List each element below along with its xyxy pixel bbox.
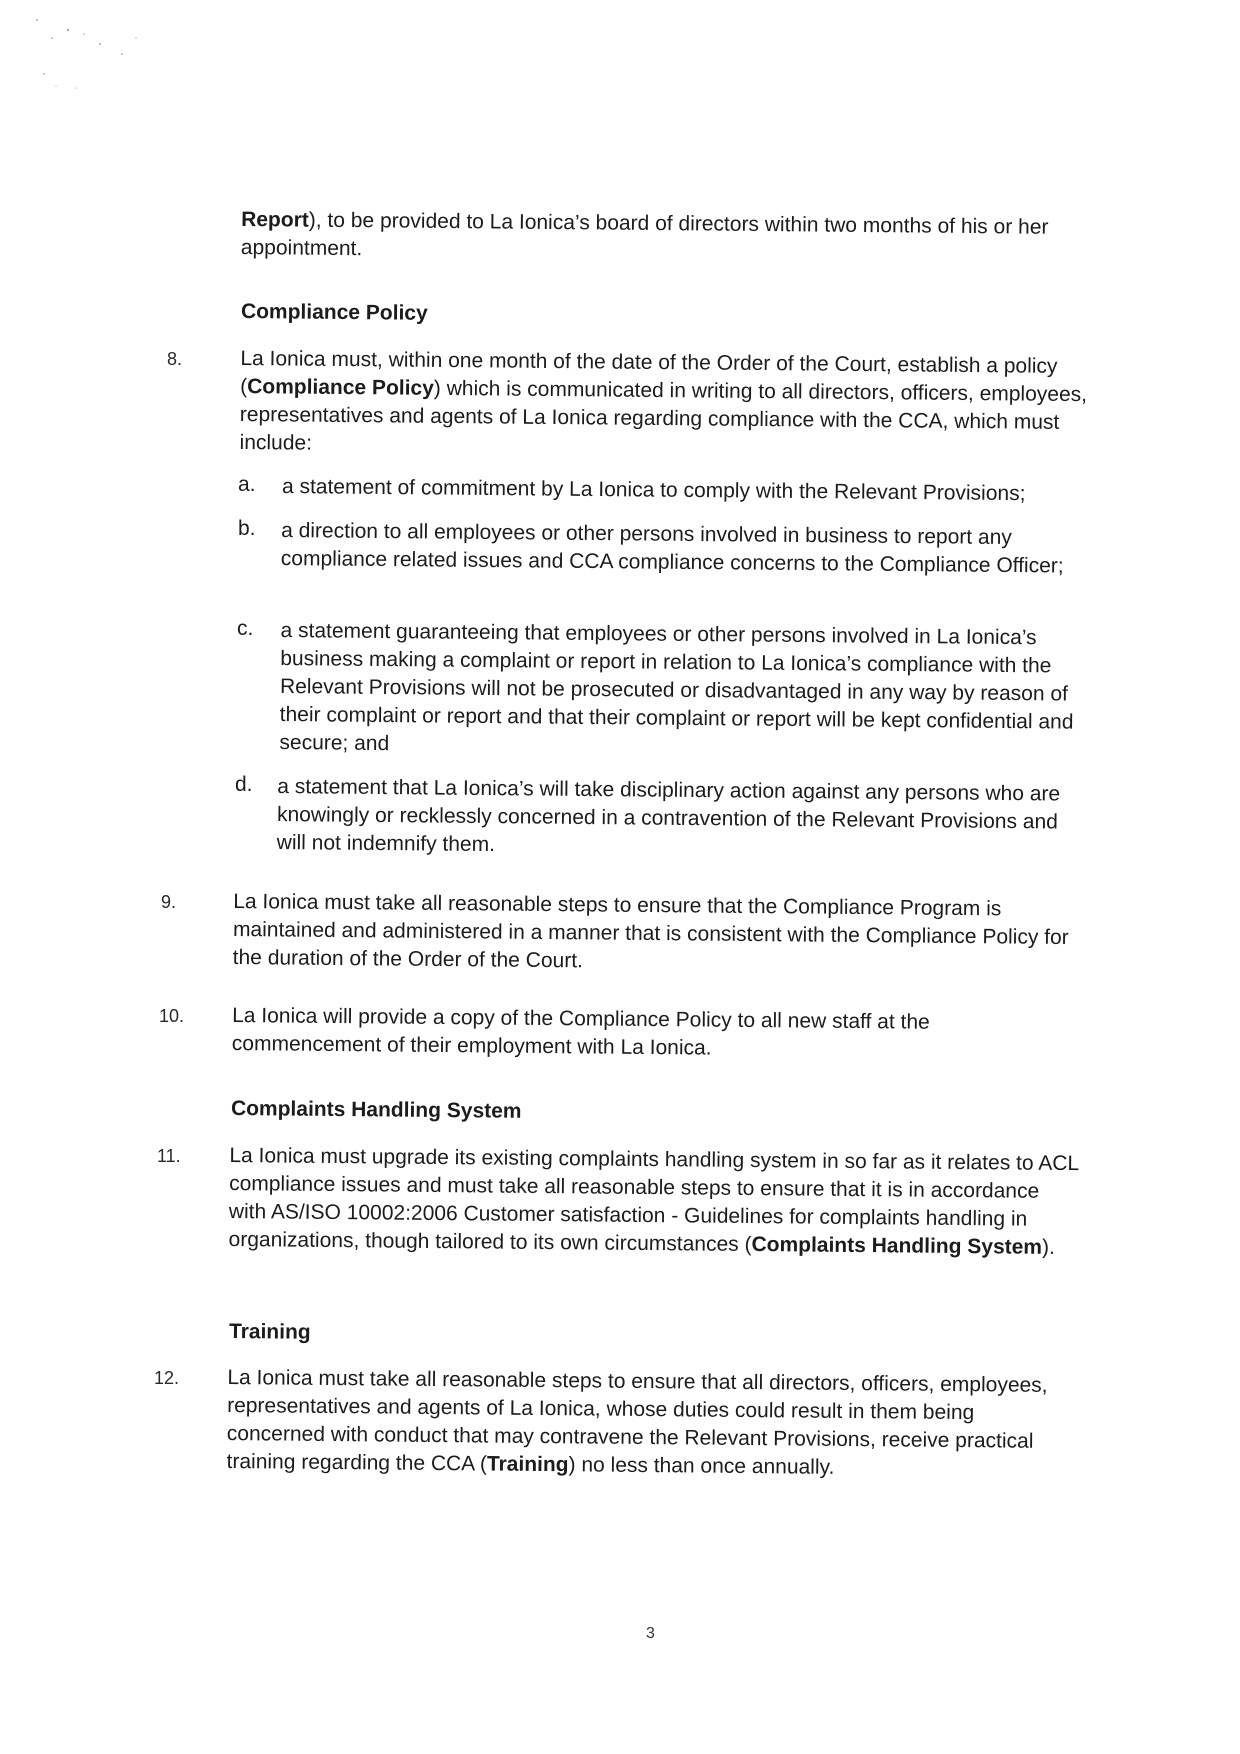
item-number-9: 9. — [161, 892, 177, 912]
item-number-10: 10. — [159, 1006, 185, 1026]
sub-item-d-text: a statement that La Ionica’s will take disciplinary action against any persons who are knowingly or recklessly concerned in a contravention of the Relevant Provisions and will not indemnify them. — [276, 775, 1061, 857]
heading-compliance-policy: Compliance Policy — [240, 300, 428, 325]
complaints-handling-system-term: Complaints Handling System — [751, 1233, 1043, 1259]
item-number-8: 8. — [167, 349, 183, 369]
heading-training: Training — [228, 1320, 311, 1344]
continuation-paragraph — [241, 206, 1091, 270]
item-9-text: La Ionica must take all reasonable steps to ensure that the Compliance Program is maintained and administered in a manner that is consistent with the Compliance Policy for the duration of the Order of the Court. — [232, 890, 1069, 973]
item-12-text: La Ionica must take all reasonable steps to ensure that all directors, officers, employees, representatives and agents of La Ionica, whose duties could result in them being concerned with conduct that may contravene the Relevant Provisions, receive practical training regarding the CCA (Training) no less than once annually. — [226, 1366, 1048, 1479]
sub-item-letter-a: a. — [238, 473, 256, 496]
compliance-policy-term: Compliance Policy — [247, 375, 434, 400]
item-number-11: 11. — [157, 1146, 181, 1166]
sub-item-a-text: a statement of commitment by La Ionica to comply with the Relevant Provisions; — [281, 475, 1026, 506]
item-number-12: 12. — [154, 1368, 180, 1388]
sub-item-b-text: a direction to all employees or other persons involved in business to report any compliance related issues and CCA compliance concerns to the Compliance Officer; — [280, 519, 1064, 578]
item-8-text: La Ionica must, within one month of the date of the Order of the Court, establish a policy (Compliance Policy) which is communicated in writing to all directors, officers, employees, representatives and agents of La Ionica regarding compliance with the CCA, which must include: — [239, 347, 1088, 455]
item-10-text: La Ionica will provide a copy of the Compliance Policy to all new staff at the commencement of their employment with La Ionica. — [231, 1004, 930, 1060]
continuation-text: ), to be provided to La Ionica’s board of directors within two months of his or her appointment. — [240, 208, 1049, 261]
heading-complaints-handling-system: Complaints Handling System — [230, 1097, 522, 1123]
training-term: Training — [486, 1452, 569, 1477]
scan-artifact-marks — [20, 10, 160, 100]
sub-item-letter-b: b. — [238, 517, 256, 540]
sub-item-c-text: a statement guaranteeing that employees or other persons involved in La Ionica’s business making a complaint or report in relation to La Ionica’s compliance with the Relevant Provisions will not be prosecuted or disadvantaged in any way by reason of their complaint or report and that their complaint or report will be kept confidential and secure; and — [279, 619, 1074, 756]
report-term: Report — [241, 208, 309, 232]
sub-item-letter-c: c. — [237, 617, 254, 640]
sub-item-letter-d: d. — [235, 773, 253, 796]
page-number: 3 — [646, 1625, 655, 1642]
item-11-text: La Ionica must upgrade its existing complaints handling system in so far as it relates to ACL compliance issues and must take all reasonable steps to ensure that it is in accordance with AS/ISO 10002:2006 Customer satisfaction - Guidelines for complaints handling in organizations, though tailored to its own circumstances (Complaints Handling System). — [228, 1144, 1079, 1259]
